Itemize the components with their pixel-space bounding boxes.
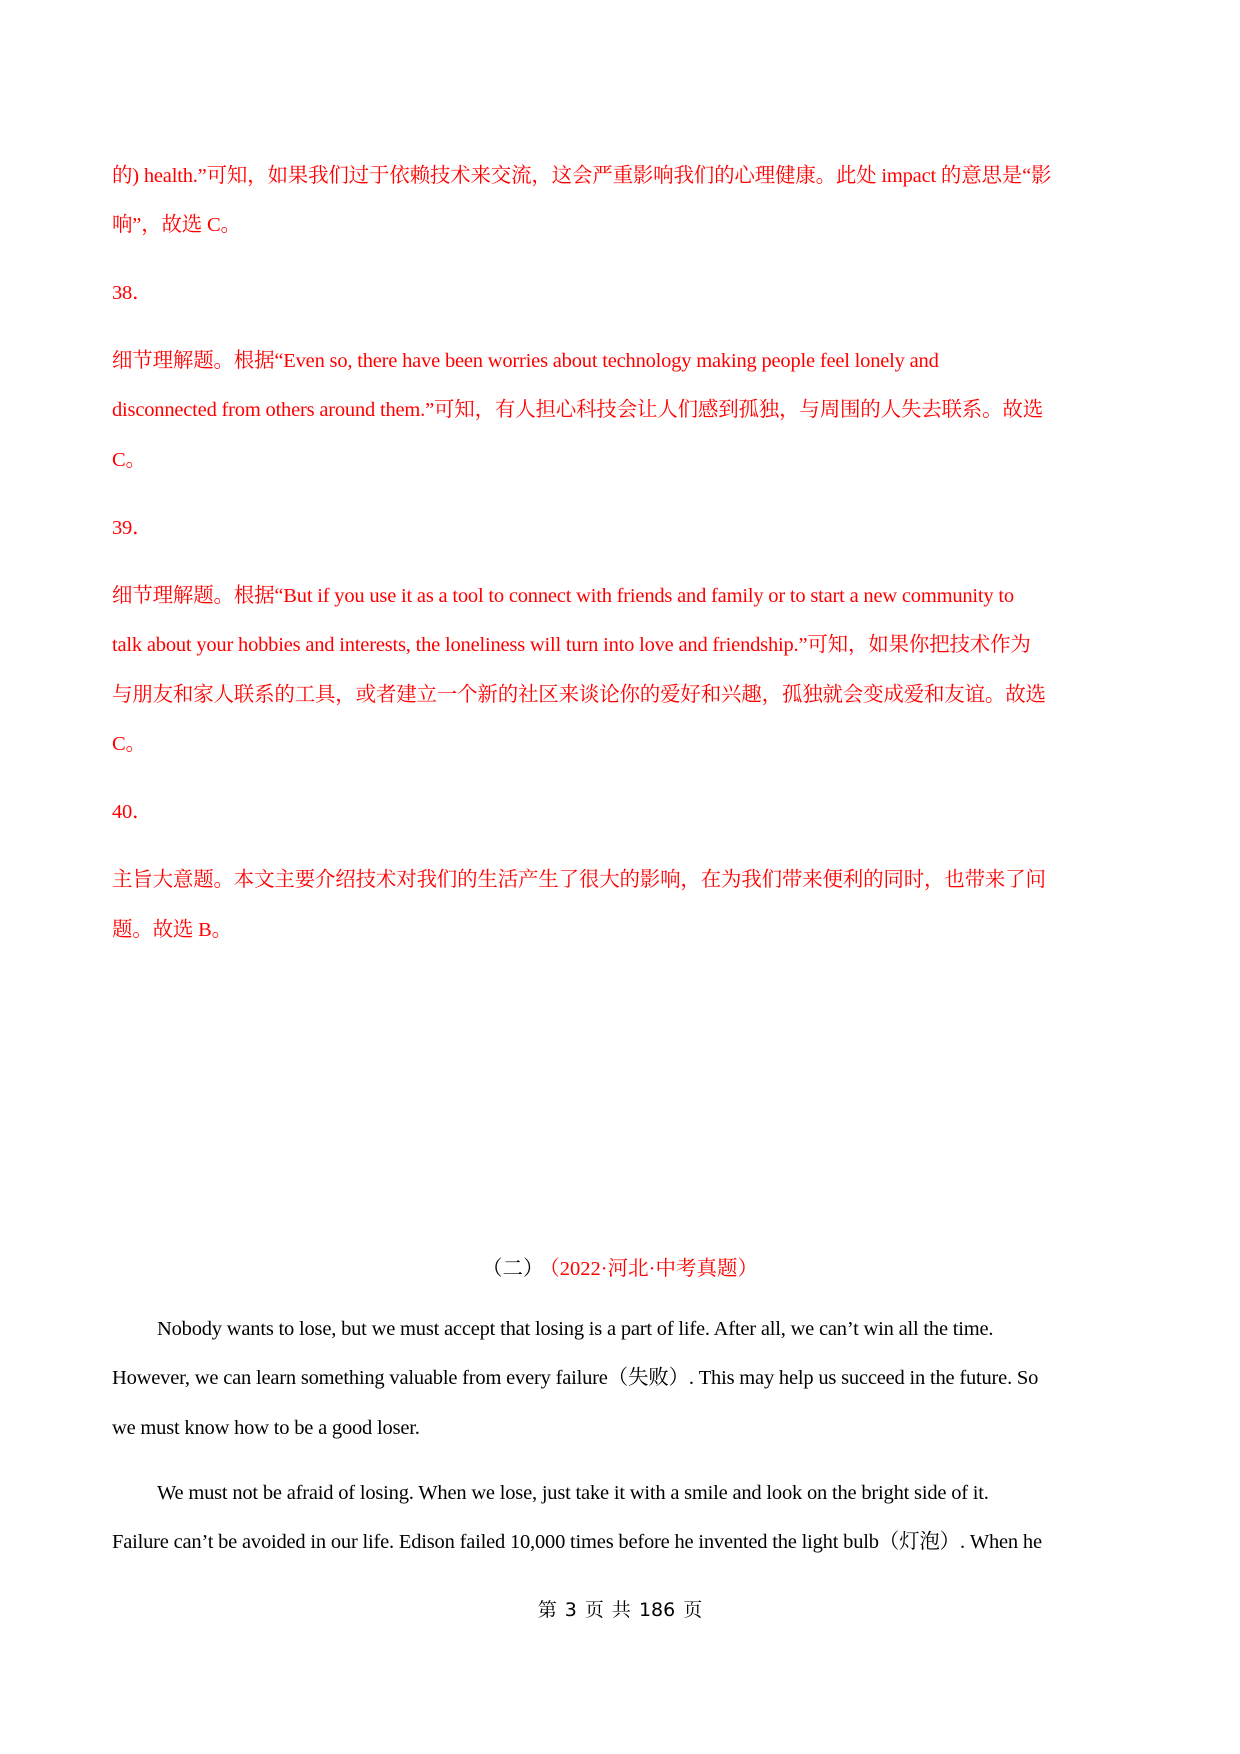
section-number: （二）: [482, 1258, 544, 1280]
passage-p2-line-1: We must not be afraid of losing. When we lose, just take it with a smile and look on the bright side of it.: [157, 1482, 989, 1504]
q39-explanation-line-1: 细节理解题。根据“But if you use it as a tool to connect with friends and family or to start a new community to: [112, 585, 1014, 607]
page-number-footer: 第 3 页 共 186 页: [537, 1599, 703, 1621]
passage-p1-line-1: Nobody wants to lose, but we must accept that losing is a part of life. After all, we can’t win all the time.: [157, 1318, 994, 1340]
q38-explanation-line-1: 细节理解题。根据“Even so, there have been worries about technology making people feel lonely and: [112, 350, 939, 372]
q39-explanation-line-4: C。: [112, 733, 146, 755]
q40-explanation-line-1: 主旨大意题。本文主要介绍技术对我们的生活产生了很大的影响，在为我们带来便利的同时，也带来了问: [112, 869, 1046, 891]
section-heading: [0, 1255, 1240, 1283]
q39-explanation-line-2: talk about your hobbies and interests, the loneliness will turn into love and friendship.”可知，如果你把技术作为: [112, 634, 1031, 656]
q38-explanation-line-2: disconnected from others around them.”可知，有人担心科技会让人们感到孤独，与周围的人失去联系。故选: [112, 399, 1043, 421]
passage-p1-line-2: However, we can learn something valuable from every failure（失败）. This may help us succeed in the future. So: [112, 1367, 1039, 1389]
section-source: （2022·河北·中考真题）: [549, 1258, 758, 1280]
q39-explanation-line-3: 与朋友和家人联系的工具，或者建立一个新的社区来谈论你的爱好和兴趣，孤独就会变成爱和友谊。故选: [112, 684, 1046, 706]
q39-number: 39．: [112, 517, 153, 539]
q38-number: 38．: [112, 282, 153, 304]
q37-explanation-line-2: 响”，故选 C。: [112, 214, 241, 236]
q40-explanation-line-2: 题。故选 B。: [112, 919, 232, 941]
passage-p1-line-3: we must know how to be a good loser.: [112, 1417, 420, 1439]
q40-number: 40．: [112, 801, 153, 823]
passage-p2-line-2: Failure can’t be avoided in our life. Edison failed 10,000 times before he invented the light bulb（灯泡）. When he: [112, 1531, 1042, 1553]
q38-explanation-line-3: C。: [112, 449, 146, 471]
q37-explanation-line-1: 的) health.”可知，如果我们过于依赖技术来交流，这会严重影响我们的心理健康。此处 impact 的意思是“影: [112, 165, 1052, 187]
